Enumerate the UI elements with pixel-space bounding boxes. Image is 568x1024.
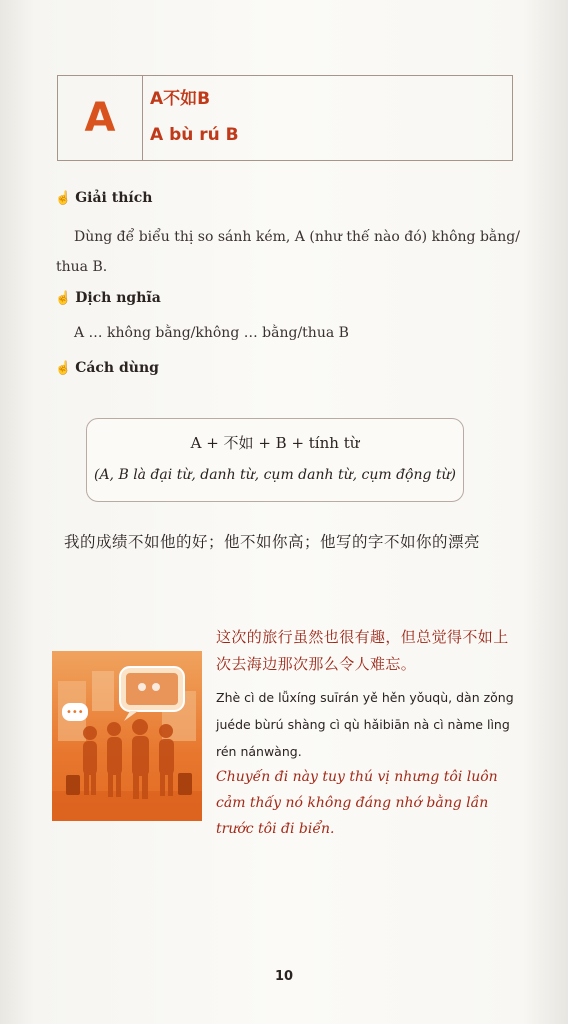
example-sentence: 我的成绩不如他的好；他不如你高；他写的字不如你的漂亮: [64, 533, 481, 551]
header-pattern-chinese: A不如B: [150, 89, 211, 109]
travelers-illustration-image: [52, 651, 202, 821]
travel-illustration: [52, 651, 202, 821]
section-explain-heading: [55, 190, 152, 206]
section-translate-title: Dịch nghĩa: [75, 290, 161, 306]
hand-pointer-icon: ☝: [55, 190, 72, 206]
example-pinyin: Zhè cì de lǚxíng suīrán yě hěn yǒuqù, dàn zǒng juéde bùrú shàng cì qù hǎibiān nà cì nàme lìng rén nánwàng.: [216, 690, 514, 759]
formula-structure: A + 不如 + B + tính từ: [190, 434, 360, 452]
formula-note: (A, B là đại từ, danh từ, cụm danh từ, cụm động từ): [93, 467, 457, 483]
section-usage-heading: [55, 360, 159, 376]
section-translate-heading: [55, 290, 161, 306]
page-number: 10: [274, 969, 294, 984]
hand-pointer-icon: ☝: [55, 290, 72, 306]
example-vietnamese: Chuyến đi này tuy thú vị nhưng tôi luôn cảm thấy nó không đáng nhớ bằng lần trước tôi đi biển.: [216, 769, 498, 837]
header-pattern-pinyin: A bù rú B: [150, 125, 239, 145]
section-translate-text: A … không bằng/không … bằng/thua B: [74, 325, 349, 341]
section-usage-title: Cách dùng: [75, 360, 159, 376]
example-chinese: 这次的旅行虽然也很有趣，但总觉得不如上次去海边那次那么令人难忘。: [216, 628, 509, 673]
formula-box: [86, 418, 464, 502]
grammar-header-box: [57, 75, 513, 161]
header-right: [143, 76, 239, 160]
svg-text:•••: •••: [66, 707, 84, 718]
hand-pointer-icon: ☝: [55, 360, 72, 376]
header-letter: A: [58, 76, 143, 160]
section-explain-title: Giải thích: [75, 190, 153, 206]
section-explain-text: Dùng để biểu thị so sánh kém, A (như thế nào đó) không bằng/ thua B.: [56, 229, 520, 275]
